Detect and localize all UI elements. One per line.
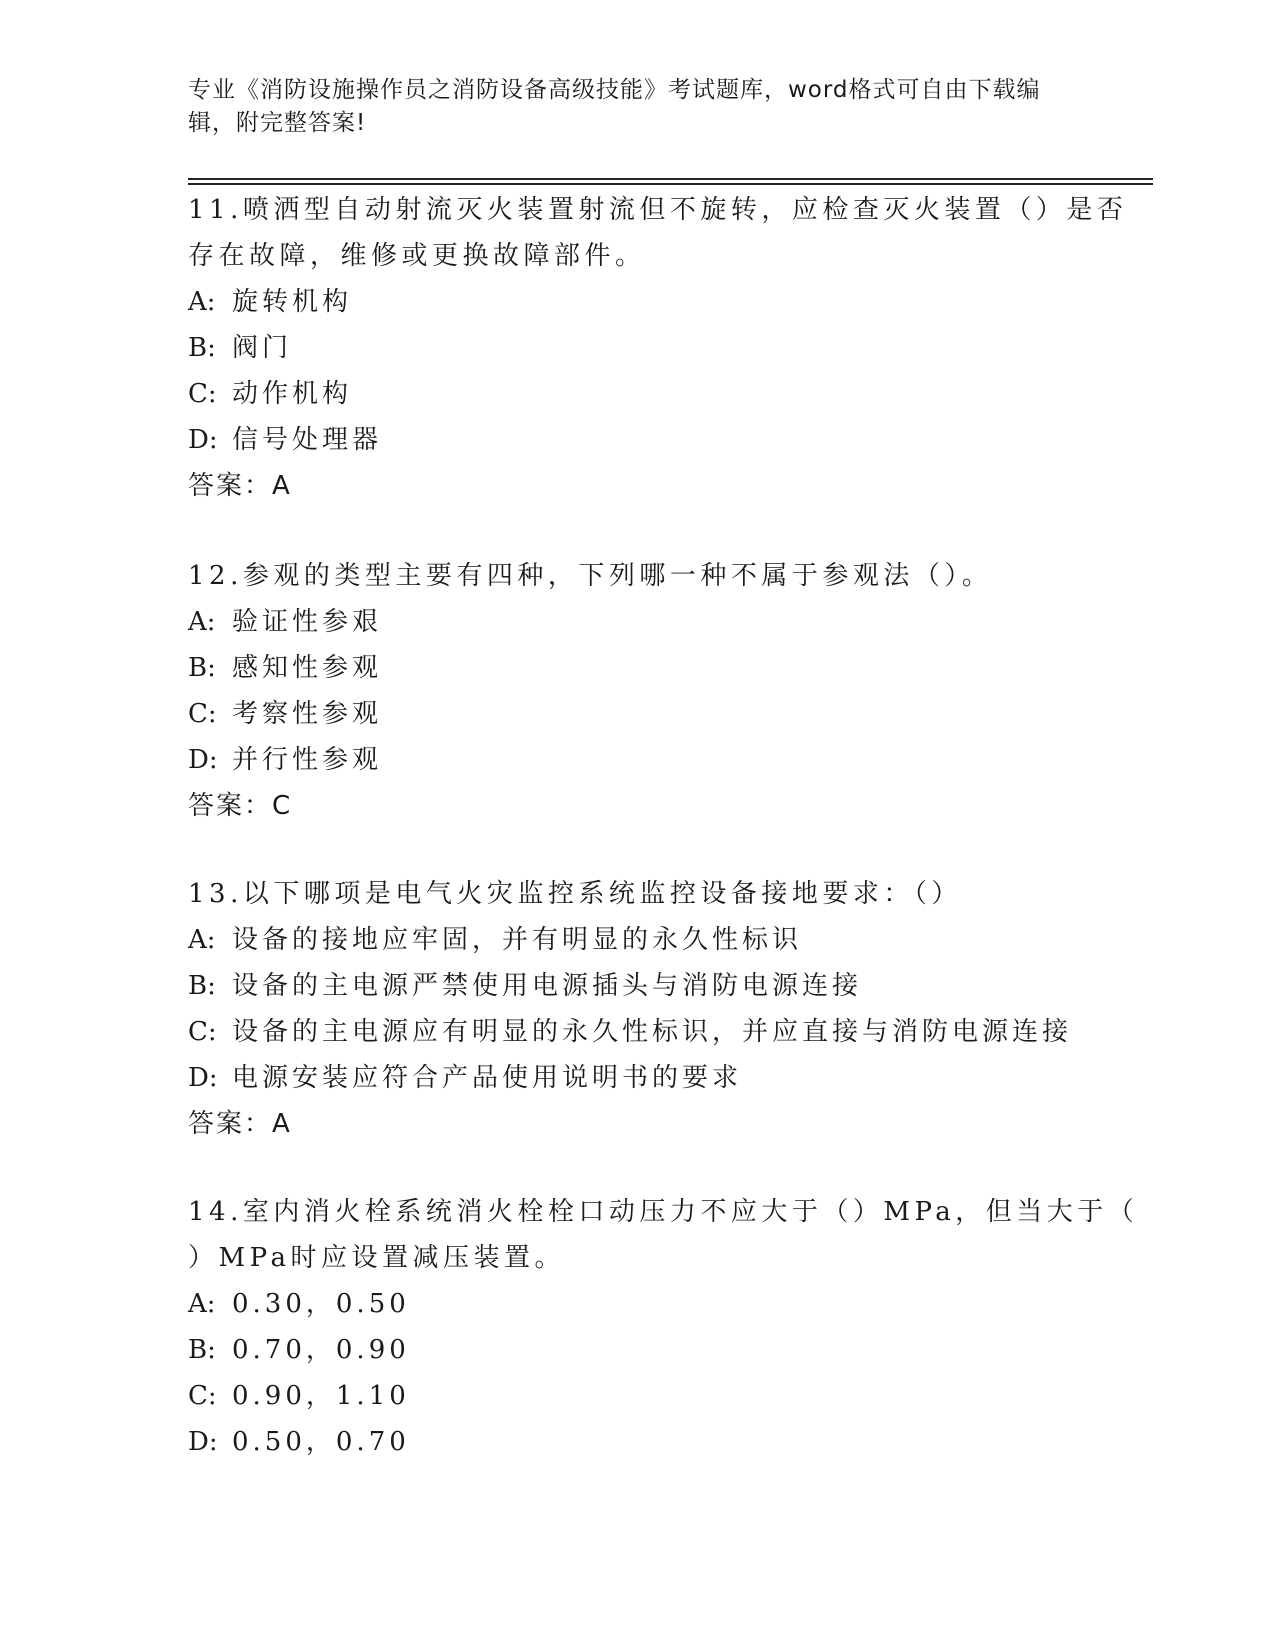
header-line-1: 专业《消防设施操作员之消防设备高级技能》考试题库，word格式可自由下载编 — [188, 77, 1041, 103]
stem-line: ）MPa时应设置减压装置。 — [188, 1243, 565, 1273]
option-text: 阀门 — [232, 333, 293, 363]
option-letter: D: — [188, 745, 218, 775]
option-d — [188, 417, 1088, 463]
stem-line: 11.喷洒型自动射流灭火装置射流但不旋转，应检查灭火装置（）是否 — [188, 195, 1128, 225]
question-13 — [188, 871, 1088, 1147]
question-stem — [188, 1189, 1139, 1281]
option-letter: B: — [188, 653, 216, 683]
option-text: 信号处理器 — [232, 425, 383, 455]
option-letter: C: — [188, 1381, 217, 1411]
question-12 — [188, 553, 1088, 829]
option-text: 验证性参艰 — [232, 607, 383, 637]
option-text: 设备的主电源严禁使用电源插头与消防电源连接 — [232, 971, 863, 1001]
option-a — [188, 1281, 1088, 1327]
option-letter: D: — [188, 1063, 218, 1093]
option-letter: D: — [188, 1427, 218, 1457]
option-text: 并行性参观 — [232, 745, 383, 775]
option-text: 电源安装应符合产品使用说明书的要求 — [232, 1063, 743, 1093]
option-text: 感知性参观 — [232, 653, 383, 683]
option-letter: C: — [188, 1017, 217, 1047]
option-letter: A: — [188, 287, 216, 317]
option-letter: C: — [188, 699, 217, 729]
option-d — [188, 1055, 1088, 1101]
question-11 — [188, 187, 1128, 509]
stem-line: 12.参观的类型主要有四种，下列哪一种不属于参观法（）。 — [188, 561, 993, 591]
option-b — [188, 1327, 1088, 1373]
option-a — [188, 279, 1088, 325]
question-stem — [188, 871, 1088, 917]
option-text: 动作机构 — [232, 379, 353, 409]
option-text: 0.90，1.10 — [232, 1381, 410, 1411]
document-header — [188, 74, 1068, 140]
question-stem — [188, 553, 1088, 599]
header-divider-bottom — [188, 183, 1153, 185]
stem-line: 14.室内消火栓系统消火栓栓口动压力不应大于（）MPa，但当大于（ — [188, 1197, 1139, 1227]
option-d — [188, 1419, 1088, 1465]
answer-line: 答案：A — [188, 1109, 292, 1139]
header-line-2: 辑，附完整答案! — [188, 110, 367, 136]
option-c — [188, 371, 1088, 417]
option-letter: A: — [188, 607, 216, 637]
option-letter: B: — [188, 1335, 216, 1365]
option-c — [188, 1373, 1088, 1419]
option-a — [188, 599, 1088, 645]
question-stem — [188, 187, 1128, 279]
question-14 — [188, 1189, 1139, 1465]
option-letter: B: — [188, 333, 216, 363]
option-b — [188, 645, 1088, 691]
option-text: 旋转机构 — [232, 287, 353, 317]
option-text: 设备的接地应牢固，并有明显的永久性标识 — [232, 925, 803, 955]
option-letter: B: — [188, 971, 216, 1001]
stem-line: 13.以下哪项是电气火灾监控系统监控设备接地要求：（） — [188, 879, 962, 909]
option-text: 设备的主电源应有明显的永久性标识，并应直接与消防电源连接 — [232, 1017, 1073, 1047]
option-a — [188, 917, 1088, 963]
option-text: 考察性参观 — [232, 699, 383, 729]
header-divider-top — [188, 178, 1153, 180]
option-letter: A: — [188, 1289, 216, 1319]
option-c — [188, 691, 1088, 737]
answer-line: 答案：A — [188, 471, 292, 501]
option-text: 0.30，0.50 — [232, 1289, 410, 1319]
option-b — [188, 963, 1088, 1009]
option-c — [188, 1009, 1088, 1055]
option-text: 0.70，0.90 — [232, 1335, 410, 1365]
option-d — [188, 737, 1088, 783]
option-letter: D: — [188, 425, 218, 455]
stem-line: 存在故障，维修或更换故障部件。 — [188, 241, 646, 271]
answer-line: 答案：C — [188, 791, 293, 821]
option-text: 0.50，0.70 — [232, 1427, 410, 1457]
option-letter: A: — [188, 925, 216, 955]
option-letter: C: — [188, 379, 217, 409]
option-b — [188, 325, 1088, 371]
